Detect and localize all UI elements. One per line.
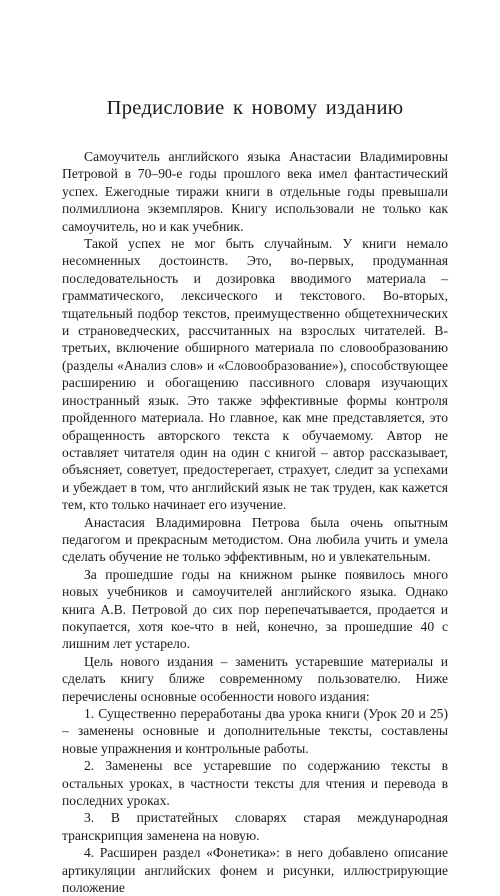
paragraph: Самоучитель английского языка Анастасии Владимировны Петровой в 70–90-е годы прошлого века имел фантастический успех. Ежегодные тиражи книги в отдельные годы превышали полмиллиона экземпляров. Книгу использовали не только как самоучитель, но и как учебник. xyxy=(62,149,448,234)
paragraph: 2. Заменены все устаревшие по содержанию тексты в остальных уроках, в частности тексты для чтения и перевода в последних уроках. xyxy=(62,758,448,809)
page-title: Предисловие к новому изданию xyxy=(106,97,404,119)
paragraph: Цель нового издания – заменить устаревшие материалы и сделать книгу ближе современному пользователю. Ниже перечислены основные особенности нового издания: xyxy=(62,653,448,704)
book-page xyxy=(62,0,448,896)
paragraph: Такой успех не мог быть случайным. У книги немало несомненных достоинств. Это, во-первых, продуманная последовательность и дозировка вводимого материала – грамматического, лексического и текстового. Во-вторых, тщательный подбор текстов, преимущественно общетехнических и страноведческих, рассчитанных на взрослых читателей. В-третьих, включение обширного материала по словообразованию (разделы «Анализ слов» и «Словообразование»), способствующее расширению и обогащению пассивного словаря изучающих иностранный язык. Это также эффективные формы контроля пройденного материала. Но главное, как мне представляется, это обращенность авторского текста к обучаемому. Автор не оставляет читателя один на один с книгой – автор рассказывает, объясняет, советует, предостерегает, страхует, следит за успехами и убеждает в том, что английский язык не так труден, как кажется тем, кто только начинает его изучение. xyxy=(62,236,448,513)
paragraph: 3. В пристатейных словарях старая международная транскрипция заменена на новую. xyxy=(62,810,448,843)
body-text xyxy=(62,148,448,896)
paragraph: 4. Расширен раздел «Фонетика»: в него добавлено описание артикуляции английских фонем и рисунки, иллюстрирующие положение xyxy=(62,845,448,896)
paragraph: Анастасия Владимировна Петрова была очень опытным педагогом и прекрасным методистом. Она любила учить и умела сделать обучение не только эффективным, но и увлекательным. xyxy=(62,514,448,565)
paragraph: 1. Существенно переработаны два урока книги (Урок 20 и 25) – заменены основные и дополнительные тексты, составлены новые упражнения и контрольные работы. xyxy=(62,706,448,756)
paragraph: За прошедшие годы на книжном рынке появилось много новых учебников и самоучителей английского языка. Однако книга А.В. Петровой до сих пор перепечатывается, продается и покупается, хотя кое-что в ней, конечно, за прошедшие 40 с лишним лет устарело. xyxy=(62,566,448,652)
